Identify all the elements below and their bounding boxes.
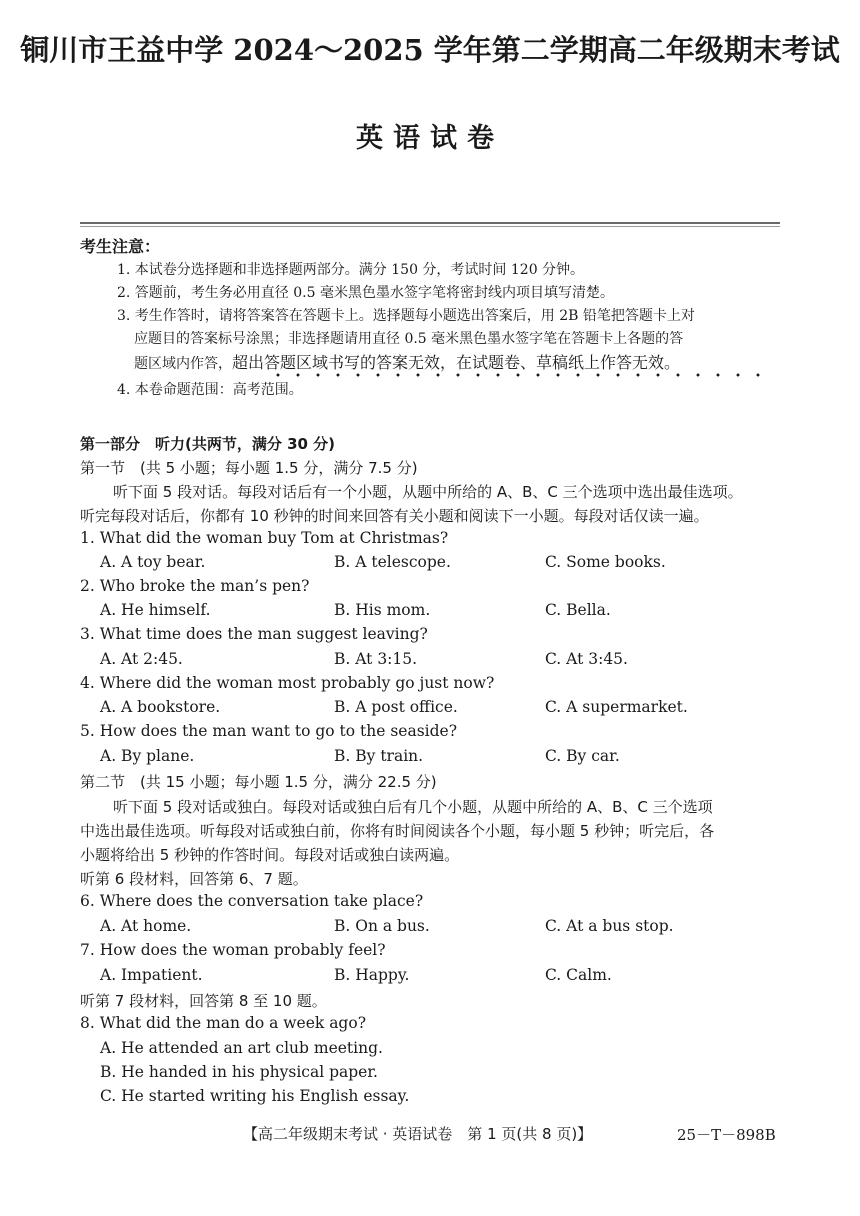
section1-title: 第一节 (共 5 小题；每小题 1.5 分，满分 7.5 分) [80,459,418,477]
q6-option-b: B. On a bus. [334,917,430,935]
q8-option-b: B. He handed in his physical paper. [100,1063,378,1081]
q3-option-c: C. At 3:45. [545,650,628,668]
notice-title: 考生注意： [80,237,161,256]
section2-instruction-1: 听下面 5 段对话或独白。每段对话或独白后有几个小题，从题中所给的 A、B、C 三个选项 [113,798,713,816]
q3-option-b: B. At 3:15. [334,650,418,668]
header-divider-thin [80,226,780,227]
q5-option-a: A. By plane. [100,747,195,765]
material-7-note: 听第 7 段材料，回答第 8 至 10 题。 [80,992,327,1010]
q2-option-a: A. He himself. [100,601,211,619]
q4-option-a: A. A bookstore. [100,698,221,716]
material-6-note: 听第 6 段材料，回答第 6、7 题。 [80,870,308,888]
notice-line-1: 1. 本试卷分选择题和非选择题两部分。满分 150 分，考试时间 120 分钟。 [117,262,585,278]
notice-line-3: 3. 考生作答时，请将答案答在答题卡上。选择题每小题选出答案后，用 2B 铅笔把答题卡上对 [117,308,695,324]
question-6: 6. Where does the conversation take place? [80,892,424,910]
q5-option-c: C. By car. [545,747,620,765]
section2-title: 第二节 (共 15 小题；每小题 1.5 分，满分 22.5 分) [80,773,437,791]
question-7: 7. How does the woman probably feel? [80,941,386,959]
q1-option-a: A. A toy bear. [100,553,206,571]
part1-title: 第一部分 听力(共两节，满分 30 分) [80,435,336,453]
section1-instruction-2: 听完每段对话后，你都有 10 秒钟的时间来回答有关小题和阅读下一小题。每段对话仅读一遍。 [80,507,709,525]
question-8: 8. What did the man do a week ago? [80,1014,367,1032]
q2-option-b: B. His mom. [334,601,431,619]
q6-option-a: A. At home. [100,917,192,935]
notice-emphasis: 超出答题区域书写的答案无效，在试题卷、草稿纸上作答无效。 [232,353,681,372]
notice-line-3-cont: 应题目的答案标号涂黑；非选择题请用直径 0.5 毫米黑色墨水签字笔在答题卡上各题的答 [134,331,684,347]
section2-instruction-2: 中选出最佳选项。听每段对话或独白前，你将有时间阅读各个小题，每小题 5 秒钟；听完后，各 [80,822,715,840]
question-2: 2. Who broke the man’s pen? [80,577,310,595]
page-footer: 【高二年级期末考试 · 英语试卷 第 1 页(共 8 页)】 [243,1125,593,1143]
notice-line-2: 2. 答题前，考生务必用直径 0.5 毫米黑色墨水签字笔将密封线内项目填写清楚。 [117,285,614,301]
q7-option-c: C. Calm. [545,966,612,984]
q6-option-c: C. At a bus stop. [545,917,674,935]
q8-option-c: C. He started writing his English essay. [100,1087,410,1105]
q1-option-c: C. Some books. [545,553,666,571]
question-5: 5. How does the man want to go to the seaside? [80,722,458,740]
q7-option-b: B. Happy. [334,966,410,984]
question-1: 1. What did the woman buy Tom at Christmas? [80,529,449,547]
question-4: 4. Where did the woman most probably go just now? [80,674,495,692]
notice-line-3-end [134,350,680,373]
section1-instruction-1: 听下面 5 段对话。每段对话后有一个小题，从题中所给的 A、B、C 三个选项中选出最佳选项。 [113,483,743,501]
notice-line-3-tail: 题区域内作答， [134,356,232,372]
q3-option-a: A. At 2:45. [100,650,183,668]
header-divider [80,222,780,224]
exam-title: 铜川市王益中学 2024～2025 学年第二学期高二年级期末考试 [20,33,840,67]
q4-option-b: B. A post office. [334,698,458,716]
notice-line-4: 4. 本卷命题范围：高考范围。 [117,382,303,398]
exam-subtitle: 英语试卷 [356,123,504,154]
q1-option-b: B. A telescope. [334,553,451,571]
q4-option-c: C. A supermarket. [545,698,688,716]
paper-code: 25－T－898B [677,1126,776,1144]
question-3: 3. What time does the man suggest leaving? [80,625,428,643]
q2-option-c: C. Bella. [545,601,611,619]
emphasis-dots [268,373,768,377]
q5-option-b: B. By train. [334,747,424,765]
section2-instruction-3: 小题将给出 5 秒钟的作答时间。每段对话或独白读两遍。 [80,846,460,864]
q7-option-a: A. Impatient. [100,966,203,984]
q8-option-a: A. He attended an art club meeting. [100,1039,383,1057]
